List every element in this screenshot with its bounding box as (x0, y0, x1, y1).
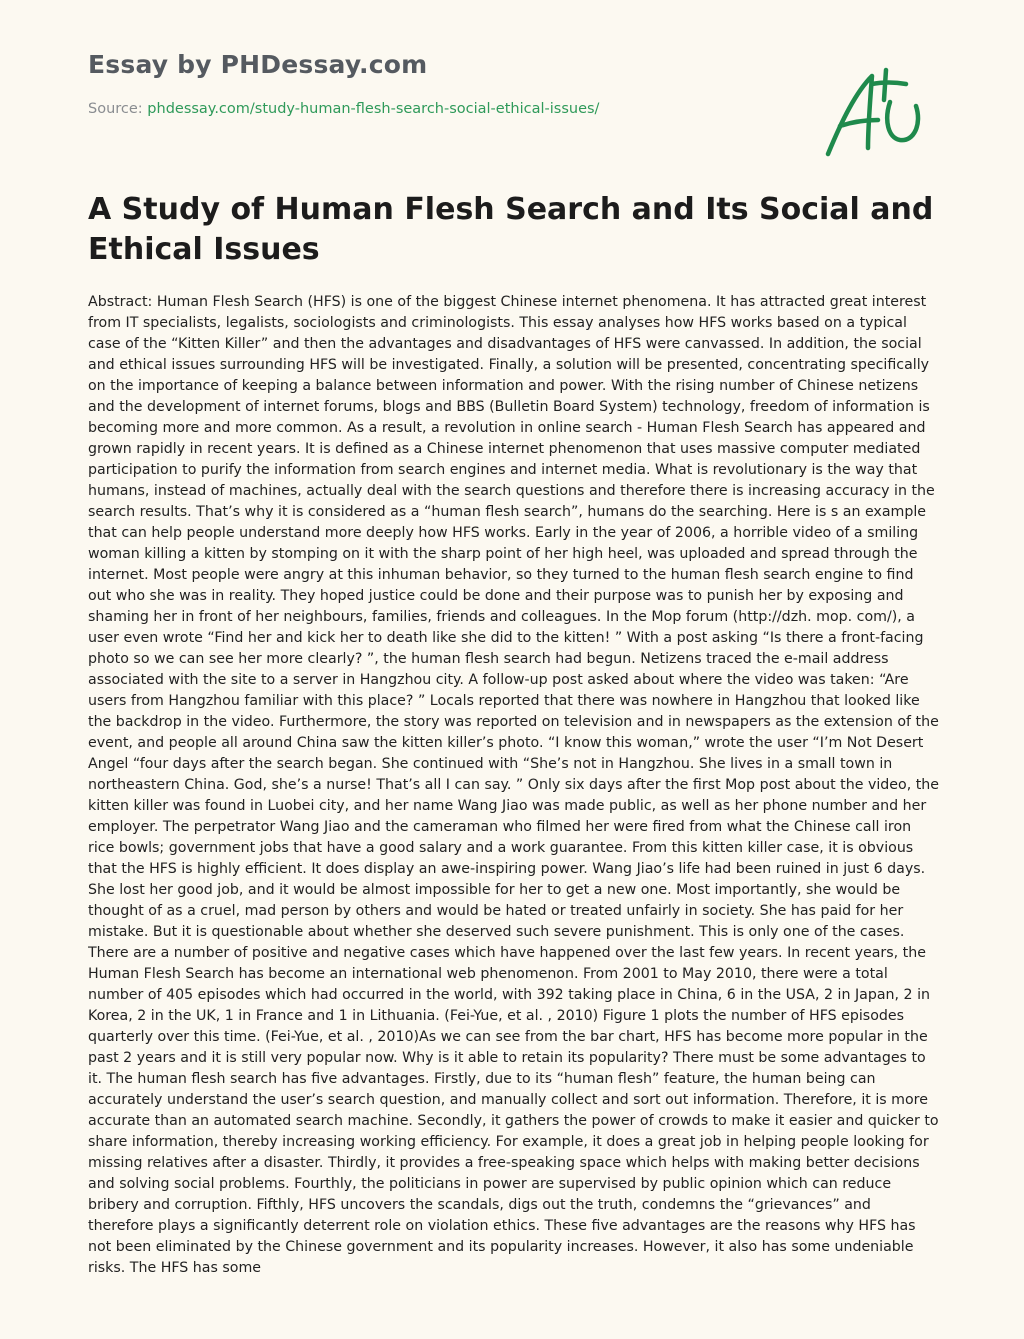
site-title: Essay by PHDessay.com (88, 50, 428, 79)
a-plus-grade-icon (820, 62, 930, 162)
source-link[interactable]: phdessay.com/study-human-flesh-search-social-ethical-issues/ (147, 101, 600, 117)
essay-body: Abstract: Human Flesh Search (HFS) is one of the biggest Chinese internet phenomena. It has attracted great interest from IT specialists, legalists, sociologists and criminologists. This essay analyses how HFS works based on a typical case of the “Kitten Killer” and then the advantages and disadvantages of HFS were canvassed. In addition, the social and ethical issues surrounding HFS will be investigated. Finally, a solution will be presented, concentrating specifically on the importance of keeping a balance between information and power. With the rising number of Chinese netizens and the development of internet forums, blogs and BBS (Bulletin Board System) technology, freedom of information is becoming more and more common. As a result, a revolution in online search - Human Flesh Search has appeared and grown rapidly in recent years. It is defined as a Chinese internet phenomenon that uses massive computer mediated participation to purify the information from search engines and internet media. What is revolutionary is the way that humans, instead of machines, actually deal with the search questions and therefore there is increasing accuracy in the search results. That’s why it is considered as a “human flesh search”, humans do the searching. Here is s an example that can help people understand more deeply how HFS works. Early in the year of 2006, a horrible video of a smiling woman killing a kitten by stomping on it with the sharp point of her high heel, was uploaded and spread through the internet. Most people were angry at this inhuman behavior, so they turned to the human flesh search engine to find out who she was in reality. They hoped justice could be done and their purpose was to punish her by exposing and shaming her in front of her neighbours, families, friends and colleagues. In the Mop forum (http://dzh. mop. com/), a user even wrote “Find her and kick her to death like she did to the kitten! ” With a post asking “Is there a front-facing photo so we can see her more clearly? ”, the human flesh search had begun. Netizens traced the e-mail address associated with the site to a server in Hangzhou city. A follow-up post asked about where the video was taken: “Are users from Hangzhou familiar with this place? ” Locals reported that there was nowhere in Hangzhou that looked like the backdrop in the video. Furthermore, the story was reported on television and in newspapers as the extension of the event, and people all around China saw the kitten killer’s photo. “I know this woman,” wrote the user “I’m Not Desert Angel “four days after the search began. She continued with “She’s not in Hangzhou. She lives in a small town in northeastern China. God, she’s a nurse! That’s all I can say. ” Only six days after the first Mop post about the video, the kitten killer was found in Luobei city, and her name Wang Jiao was made public, as well as her phone number and her employer. The perpetrator Wang Jiao and the cameraman who filmed her were fired from what the Chinese call iron rice bowls; government jobs that have a good salary and a work guarantee. From this kitten killer case, it is obvious that the HFS is highly efficient. It does display an awe-inspiring power. Wang Jiao’s life had been ruined in just 6 days. She lost her good job, and it would be almost impossible for her to get a new one. Most importantly, she would be thought of as a cruel, mad person by others and would be hated or treated unfairly in society. She has paid for her mistake. But it is questionable about whether she deserved such severe punishment. This is only one of the cases. There are a number of positive and negative cases which have happened over the last few years. In recent years, the Human Flesh Search has become an international web phenomenon. From 2001 to May 2010, there were a total number of 405 episodes which had occurred in the world, with 392 taking place in China, 6 in the USA, 2 in Japan, 2 in Korea, 2 in the UK, 1 in France and 1 in Lithuania. (Fei-Yue, et al. , 2010) Figure 1 plots the number of HFS episodes quarterly over this time. (Fei-Yue, et al. , 2010)As we can see from the bar chart, HFS has become more popular in the past 2 years and it is still very popular now. Why is it able to retain its popularity? There must be some advantages to it. The human flesh search has five advantages. Firstly, due to its “human flesh” feature, the human being can accurately understand the user’s search question, and manually collect and sort out information. Therefore, it is more accurate than an automated search machine. Secondly, it gathers the power of crowds to make it easier and quicker to share information, thereby increasing working efficiency. For example, it does a great job in helping people looking for missing relatives after a disaster. Thirdly, it provides a free-speaking space which helps with making better decisions and solving social problems. Fourthly, the politicians in power are supervised by public opinion which can reduce bribery and corruption. Fifthly, HFS uncovers the scandals, digs out the truth, condemns the “grievances” and therefore plays a significantly deterrent role on violation ethics. These five advantages are the reasons why HFS has not been eliminated by the Chinese government and its popularity increases. However, it also has some undeniable risks. The HFS has some (88, 294, 940, 1276)
source-label: Source: (88, 101, 148, 117)
essay-title: A Study of Human Flesh Search and Its Social and Ethical Issues (88, 192, 934, 267)
source-line (88, 101, 599, 117)
